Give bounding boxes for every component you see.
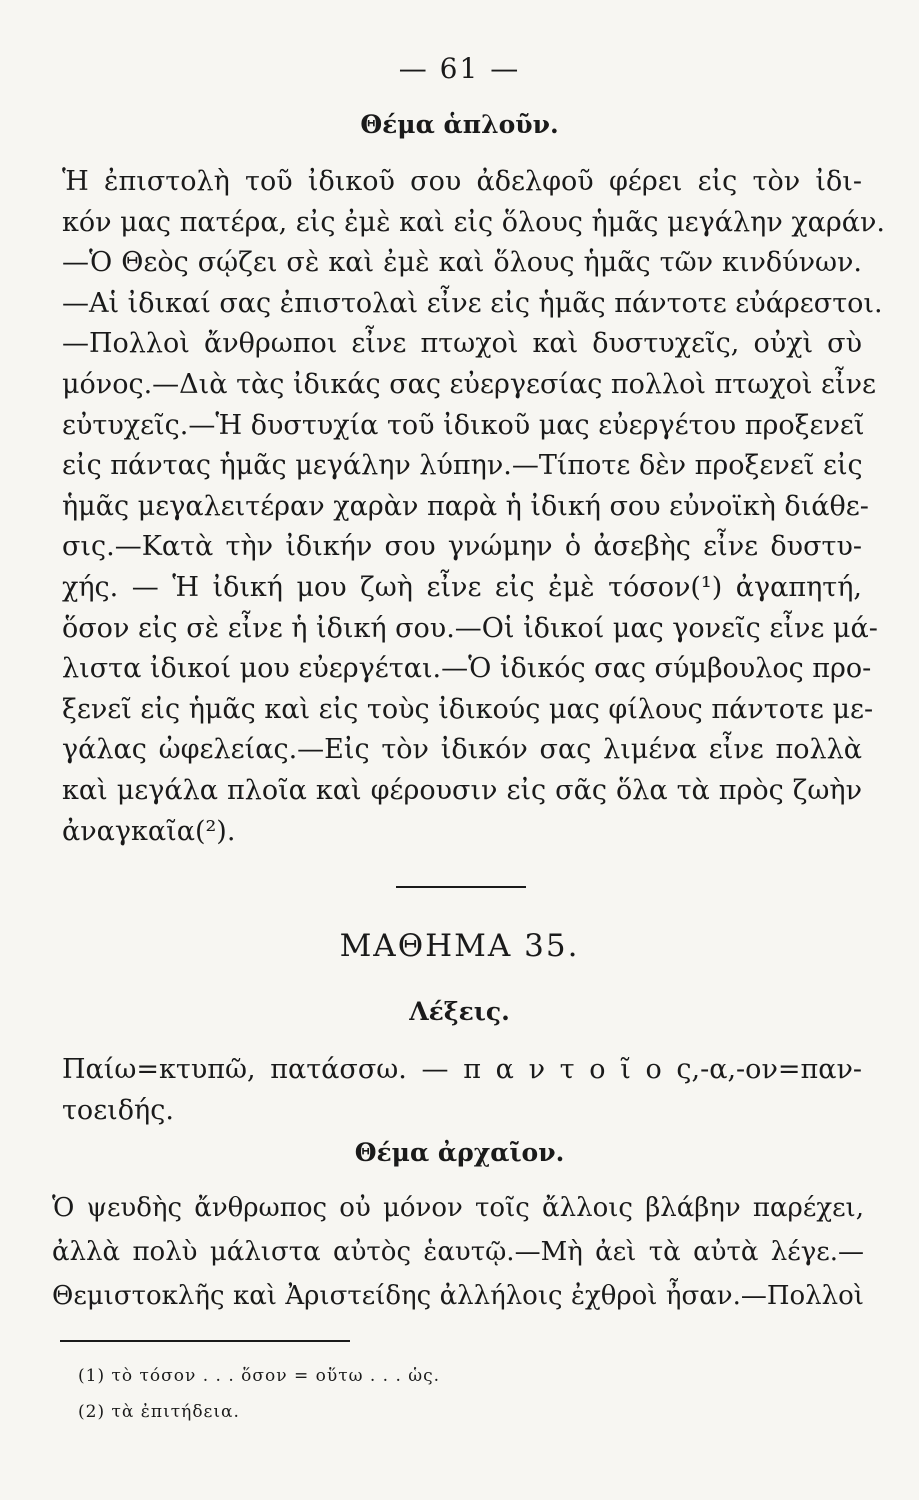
page-number: — 61 —: [398, 52, 521, 85]
text-line: ὅσον εἰς σὲ εἶνε ἡ ἰδική σου.—Οἱ ἰδικοί μας γονεῖς εἶνε μά-: [62, 612, 878, 644]
text-line: ἀναγκαῖα(²).: [62, 815, 236, 847]
text-line: μόνος.—Διὰ τὰς ἰδικάς σας εὐεργεσίας πολλοὶ πτωχοὶ εἶνε: [62, 368, 877, 400]
text-line: Ἡ ἐπιστολὴ τοῦ ἰδικοῦ σου ἀδελφοῦ φέρει εἰς τὸν ἰδι-: [62, 166, 862, 197]
text-line: σις.—Κατὰ τὴν ἰδικήν σου γνώμην ὁ ἀσεβὴς εἶνε δυστυ-: [62, 531, 862, 563]
section-divider: [396, 886, 526, 888]
text-line: καὶ μεγάλα πλοῖα καὶ φέρουσιν εἰς σᾶς ὅλα τὰ πρὸς ζωὴν: [62, 774, 862, 806]
text-line: Θεμιστοκλῆς καὶ Ἀριστείδης ἀλλήλοις ἐχθροὶ ἦσαν.—Πολλοὶ: [52, 1281, 864, 1311]
text-line: λιστα ἰδικοί μου εὐεργέται.—Ὁ ἰδικός σας σύμβουλος προ-: [62, 653, 872, 685]
ancient-exercise-text: [52, 1186, 864, 1318]
text-line: γάλας ὠφελείας.—Εἰς τὸν ἰδικόν σας λιμένα εἶνε πολλὰ: [62, 734, 862, 766]
section-title-ancient-exercise: Θέμα ἀρχαῖον.: [354, 1138, 565, 1167]
text-line: Παίω=κτυπῶ, πατάσσω. — π α ν τ ο ῖ ο ς,-α,-ον=παν-: [62, 1054, 862, 1085]
text-line: —Πολλοὶ ἄνθρωποι εἶνε πτωχοὶ καὶ δυστυχεῖς, οὐχὶ σὺ: [62, 328, 862, 360]
text-line: —Αἱ ἰδικαί σας ἐπιστολαὶ εἶνε εἰς ἡμᾶς πάντοτε εὐάρεστοι.: [62, 287, 883, 319]
words-heading: Λέξεις.: [409, 997, 510, 1026]
text-line: εὐτυχεῖς.—Ἡ δυστυχία τοῦ ἰδικοῦ μας εὐεργέτου προξενεῖ: [62, 409, 865, 441]
footnotes: [78, 1358, 778, 1430]
text-line: ἡμᾶς μεγαλειτέραν χαρὰν παρὰ ἡ ἰδική σου εὐνοϊκὴ διάθε-: [62, 490, 869, 522]
footnote: (2) τὰ ἐπιτήδεια.: [78, 1402, 240, 1422]
text-line: εἰς πάντας ἡμᾶς μεγάλην λύπην.—Τίποτε δὲν προξενεῖ εἰς: [62, 450, 863, 482]
text-line: Ὁ ψευδὴς ἄνθρωπος οὐ μόνον τοῖς ἄλλοις βλάβην παρέχει,: [52, 1193, 864, 1223]
simple-exercise-text: [62, 162, 886, 852]
text-line: τοειδής.: [62, 1094, 174, 1126]
text-line: κόν μας πατέρα, εἰς ἐμὲ καὶ εἰς ὅλους ἡμᾶς μεγάλην χαράν.: [62, 206, 886, 238]
text-line: ξενεῖ εἰς ἡμᾶς καὶ εἰς τοὺς ἰδικούς μας φίλους πάντοτε με-: [62, 693, 874, 725]
text-line: —Ὁ Θεὸς σῴζει σὲ καὶ ἐμὲ καὶ ὅλους ἡμᾶς τῶν κινδύνων.: [62, 247, 862, 279]
footnote: (1) τὸ τόσον . . . ὅσον = οὕτω . . . ὡς.: [78, 1366, 441, 1386]
text-line: χής. — Ἡ ἰδική μου ζωὴ εἶνε εἰς ἐμὲ τόσον(¹) ἀγαπητή,: [62, 571, 862, 603]
lesson-title: ΜΑΘΗΜΑ 35.: [339, 928, 580, 964]
section-title-simple-exercise: Θέμα ἁπλοῦν.: [360, 110, 559, 139]
text-line: ἀλλὰ πολὺ μάλιστα αὐτὸς ἑαυτῷ.—Μὴ ἀεὶ τὰ αὐτὰ λέγε.—: [52, 1237, 864, 1267]
vocabulary-text: [62, 1050, 862, 1131]
footnote-rule: [60, 1340, 350, 1342]
